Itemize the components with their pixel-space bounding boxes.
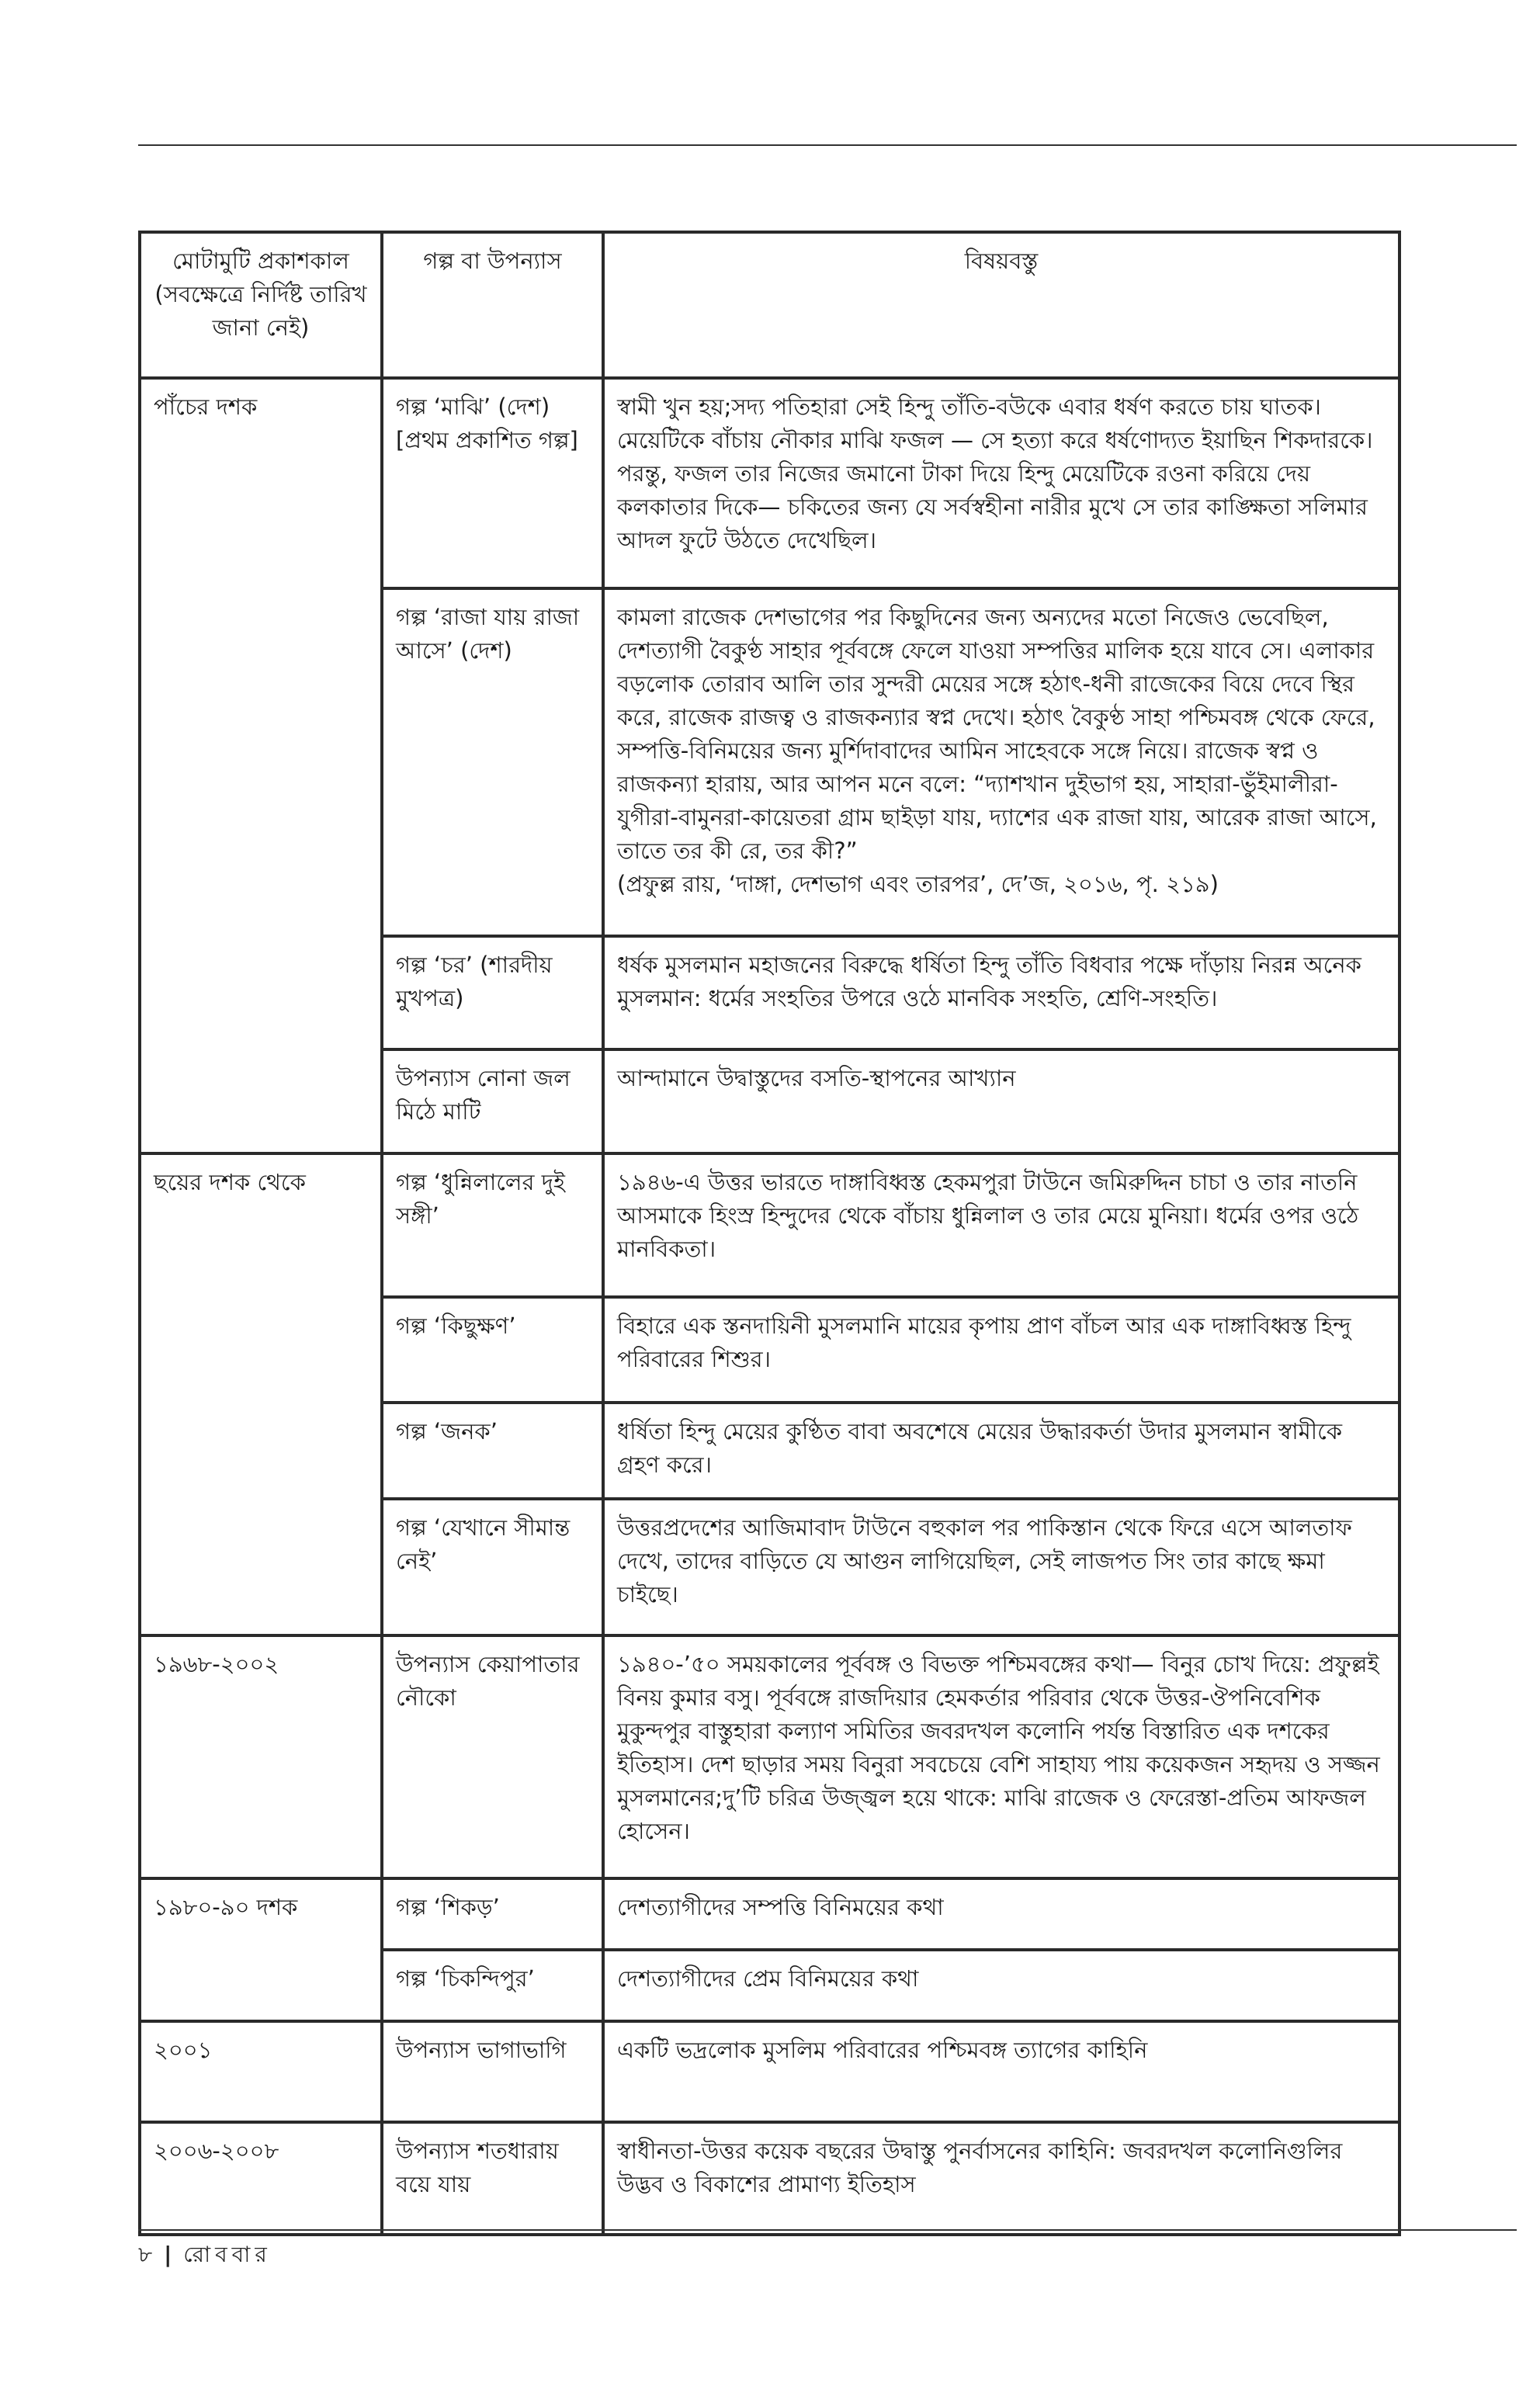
content-cell bbox=[603, 588, 1400, 936]
citation-text: (প্রফুল্ল রায়, ‘দাঙ্গা, দেশভাগ এবং তারপর’, দে’জ, ২০১৬, পৃ. ২১৯) bbox=[617, 871, 1219, 897]
top-rule bbox=[138, 144, 1517, 146]
work-cell: গল্প ‘জনক’ bbox=[382, 1403, 603, 1499]
period-cell: পাঁচের দশক bbox=[140, 378, 382, 1153]
table-header-row bbox=[140, 232, 1400, 378]
content-cell: ১৯৪৬-এ উত্তর ভারতে দাঙ্গাবিধ্বস্ত হেকমপুরা টাউনে জমিরুদ্দিন চাচা ও তার নাতনি আসমাকে হিংস্র হিন্দুদের থেকে বাঁচায় ধুন্নিলাল ও তার মেয়ে মুনিয়া। ধর্মের ওপর ওঠে মানবিকতা। bbox=[603, 1153, 1400, 1297]
content-cell: স্বাধীনতা-উত্তর কয়েক বছরের উদ্বাস্তু পুনর্বাসনের কাহিনি: জবরদখল কলোনিগুলির উদ্ভব ও বিকাশের প্রামাণ্য ইতিহাস bbox=[603, 2122, 1400, 2235]
content-cell: ধর্ষিতা হিন্দু মেয়ের কুণ্ঠিত বাবা অবশেষে মেয়ের উদ্ধারকর্তা উদার মুসলমান স্বামীকে গ্রহণ করে। bbox=[603, 1403, 1400, 1499]
works-table bbox=[138, 231, 1401, 2236]
table-row bbox=[140, 1878, 1400, 1950]
work-cell: উপন্যাস নোনা জল মিঠে মাটি bbox=[382, 1049, 603, 1153]
header-content: বিষয়বস্তু bbox=[603, 232, 1400, 378]
work-cell: উপন্যাস কেয়াপাতার নৌকো bbox=[382, 1635, 603, 1878]
header-period: মোটামুটি প্রকাশকাল (সবক্ষেত্রে নির্দিষ্ট তারিখ জানা নেই) bbox=[140, 232, 382, 378]
work-cell: গল্প ‘চিকন্দিপুর’ bbox=[382, 1950, 603, 2021]
footer-separator: | bbox=[164, 2242, 172, 2267]
magazine-name: রোববার bbox=[183, 2242, 272, 2267]
content-cell: স্বামী খুন হয়;সদ্য পতিহারা সেই হিন্দু তাঁতি-বউকে এবার ধর্ষণ করতে চায় ঘাতক। মেয়েটিকে বাঁচায় নৌকার মাঝি ফজল — সে হত্যা করে ধর্ষণোদ্যত ইয়াছিন শিকদারকে। পরন্তু, ফজল তার নিজের জমানো টাকা দিয়ে হিন্দু মেয়েটিকে রওনা করিয়ে দেয় কলকাতার দিকে— চকিতের জন্য যে সর্বস্বহীনা নারীর মুখে সে তার কাঙ্ক্ষিতা সলিমার আদল ফুটে উঠতে দেখেছিল। bbox=[603, 378, 1400, 588]
work-cell: গল্প ‘মাঝি’ (দেশ) [প্রথম প্রকাশিত গল্প] bbox=[382, 378, 603, 588]
content-cell: আন্দামানে উদ্বাস্তুদের বসতি-স্থাপনের আখ্যান bbox=[603, 1049, 1400, 1153]
content-cell: একটি ভদ্রলোক মুসলিম পরিবারের পশ্চিমবঙ্গ ত্যাগের কাহিনি bbox=[603, 2021, 1400, 2122]
work-cell: গল্প ‘ধুন্নিলালের দুই সঙ্গী’ bbox=[382, 1153, 603, 1297]
header-work: গল্প বা উপন্যাস bbox=[382, 232, 603, 378]
work-cell: গল্প ‘কিছুক্ষণ’ bbox=[382, 1297, 603, 1403]
work-cell: উপন্যাস শতধারায় বয়ে যায় bbox=[382, 2122, 603, 2235]
work-cell: গল্প ‘যেখানে সীমান্ত নেই’ bbox=[382, 1499, 603, 1635]
period-cell: ১৯৮০-৯০ দশক bbox=[140, 1878, 382, 2021]
table-row bbox=[140, 2122, 1400, 2235]
period-cell: ১৯৬৮-২০০২ bbox=[140, 1635, 382, 1878]
content-cell: ধর্ষক মুসলমান মহাজনের বিরুদ্ধে ধর্ষিতা হিন্দু তাঁতি বিধবার পক্ষে দাঁড়ায় নিরন্ন অনেক মুসলমান: ধর্মের সংহতির উপরে ওঠে মানবিক সংহতি, শ্রেণি-সংহতি। bbox=[603, 936, 1400, 1049]
content-cell: দেশত্যাগীদের সম্পত্তি বিনিময়ের কথা bbox=[603, 1878, 1400, 1950]
table-row bbox=[140, 1635, 1400, 1878]
content-cell: বিহারে এক স্তনদায়িনী মুসলমানি মায়ের কৃপায় প্রাণ বাঁচল আর এক দাঙ্গাবিধ্বস্ত হিন্দু পরিবারের শিশুর। bbox=[603, 1297, 1400, 1403]
table-row bbox=[140, 378, 1400, 588]
page-number: ৮ bbox=[138, 2242, 153, 2267]
period-cell: ছয়ের দশক থেকে bbox=[140, 1153, 382, 1635]
page-footer bbox=[138, 2239, 272, 2270]
content-cell: ১৯৪০-’৫০ সময়কালের পূর্ববঙ্গ ও বিভক্ত পশ্চিমবঙ্গের কথা— বিনুর চোখ দিয়ে: প্রফুল্লই বিনয় কুমার বসু। পূর্ববঙ্গে রাজদিয়ার হেমকর্তার পরিবার থেকে উত্তর-ঔপনিবেশিক মুকুন্দপুর বাস্তুহারা কল্যাণ সমিতির জবরদখল কলোনি পর্যন্ত বিস্তারিত এক দশকের ইতিহাস। দেশ ছাড়ার সময় বিনুরা সবচেয়ে বেশি সাহায্য পায় কয়েকজন সহৃদয় ও সজ্জন মুসলমানের;দু’টি চরিত্র উজ্জ্বল হয়ে থাকে: মাঝি রাজেক ও ফেরেস্তা-প্রতিম আফজল হোসেন। bbox=[603, 1635, 1400, 1878]
period-cell: ২০০৬-২০০৮ bbox=[140, 2122, 382, 2235]
work-cell: গল্প ‘চর’ (শারদীয় মুখপত্র) bbox=[382, 936, 603, 1049]
content-text: কামলা রাজেক দেশভাগের পর কিছুদিনের জন্য অন্যদের মতো নিজেও ভেবেছিল, দেশত্যাগী বৈকুণ্ঠ সাহার পূর্ববঙ্গে ফেলে যাওয়া সম্পত্তির মালিক হয়ে যাবে সে। এলাকার বড়লোক তোরাব আলি তার সুন্দরী মেয়ের সঙ্গে হঠাৎ-ধনী রাজেকের বিয়ে দেবে স্থির করে, রাজেক রাজত্ব ও রাজকন্যার স্বপ্ন দেখে। হঠাৎ বৈকুণ্ঠ সাহা পশ্চিমবঙ্গ থেকে ফেরে, সম্পত্তি-বিনিময়ের জন্য মুর্শিদাবাদের আমিন সাহেবকে সঙ্গে নিয়ে। রাজেক স্বপ্ন ও রাজকন্যা হারায়, আর আপন মনে বলে: “দ্যাশখান দুইভাগ হয়, সাহারা-ভুঁইমালীরা-যুগীরা-বামুনরা-কায়েতরা গ্রাম ছাইড়া যায়, দ্যাশের এক রাজা যায়, আরেক রাজা আসে, তাতে তর কী রে, তর কী?” bbox=[617, 604, 1377, 864]
work-cell: গল্প ‘শিকড়’ bbox=[382, 1878, 603, 1950]
work-cell: গল্প ‘রাজা যায় রাজা আসে’ (দেশ) bbox=[382, 588, 603, 936]
table-row bbox=[140, 2021, 1400, 2122]
content-cell: দেশত্যাগীদের প্রেম বিনিময়ের কথা bbox=[603, 1950, 1400, 2021]
bottom-rule bbox=[138, 2229, 1517, 2231]
work-cell: উপন্যাস ভাগাভাগি bbox=[382, 2021, 603, 2122]
table-row bbox=[140, 1153, 1400, 1297]
content-cell: উত্তরপ্রদেশের আজিমাবাদ টাউনে বহুকাল পর পাকিস্তান থেকে ফিরে এসে আলতাফ দেখে, তাদের বাড়িতে যে আগুন লাগিয়েছিল, সেই লাজপত সিং তার কাছে ক্ষমা চাইছে। bbox=[603, 1499, 1400, 1635]
period-cell: ২০০১ bbox=[140, 2021, 382, 2122]
